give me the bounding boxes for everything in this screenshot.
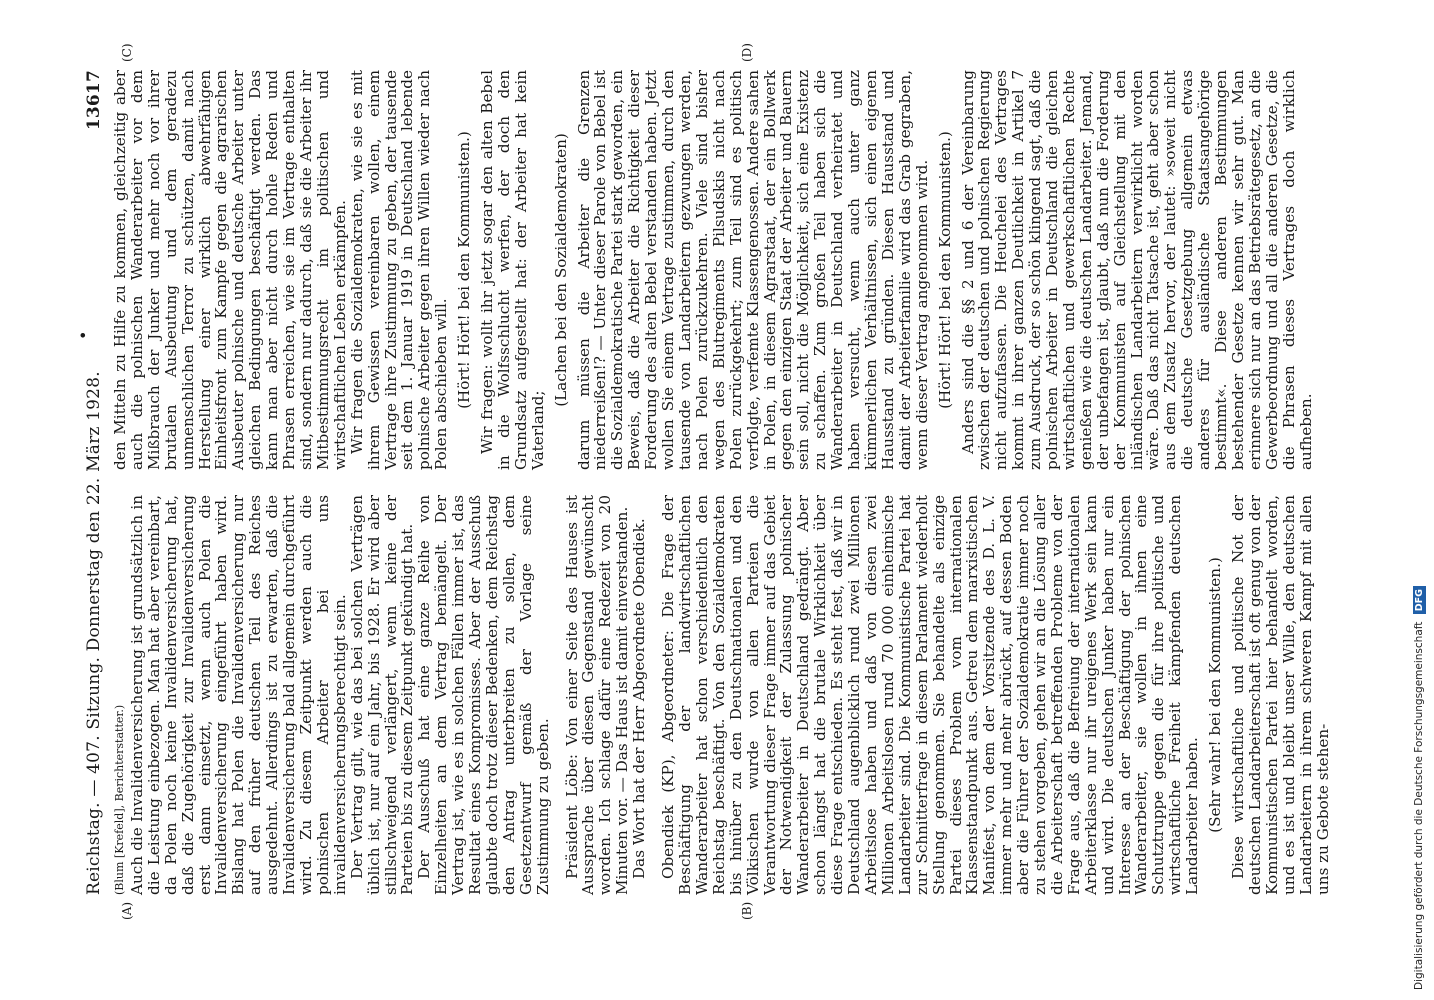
paragraph: Diese wirtschaftliche und politische Not der deutschen Landarbeiterschaft ist oft genug von der Kommunistischen Partei hier behandelt worden, und es ist und bleibt unser Wille, den deutschen Landarbeitern in ihrem schweren Kampf mit allen uns zu Gebote stehen- bbox=[1229, 495, 1332, 895]
interjection: (Hört! Hört! bei den Kommunisten.) bbox=[935, 131, 954, 409]
margin-mark-c: (C) bbox=[120, 43, 134, 62]
credit-text: Digitalisierung gefördert durch die Deutsche Forschungsgemeinschaft bbox=[1413, 621, 1425, 990]
speech-obendiek: Obendiek (KP), Abgeordneter: Die Frage der Beschäftigung der landwirtschaftlichen Wanderarbeiter hat schon verschiedentlich den Reichstag beschäftigt. Von den Sozialdemokraten bis hinüber zu den Deutschnationalen und den Völkischen wurde von allen Parteien die Verantwortung dieser Frage immer auf das Gebiet der Notwendigkeit der Zulassung polnischer Wanderarbeiter in Deutschland gedrängt. Aber schon längst hat die brutale Wirklichkeit über diese Frage entschieden. Es steht fest, daß wir in Deutschland augenblicklich rund zwei Millionen Arbeitslose haben und daß von diesen zwei Millionen Arbeitslosen rund 70 000 einheimische Landarbeiter sind. Die Kommunistische Partei hat zur Schnitterfrage in diesem Parlament wiederholt Stellung genommen. Sie behandelte als einzige Partei dieses Problem vom internationalen Klassenstandpunkt aus. Getreu dem marxistischen Manifest, von dem der Vorsitzende des D. L. V. immer mehr und mehr abrückt, auf dessen Boden aber die Führer der Sozialdemokratie immer noch zu stehen vorgeben, gehen wir an die Lösung aller die Arbeiterschaft betreffenden Probleme von der Frage aus, daß die Befreiung der internationalen Arbeiterklasse nur ihr ureigenes Werk sein kann und wird. Die deutschen Junker haben nur ein Interesse an der Beschäftigung der polnischen Wanderarbeiter, sie wollen in ihnen eine Schutztruppe gegen die für ihre politische und wirtschaftliche Freiheit kämpfenden deutschen Landarbeiter haben. bbox=[659, 495, 1202, 895]
paragraph: den Mitteln zu Hilfe zu kommen, gleichzeitig aber auch die polnischen Wanderarbeiter vor dem Mißbrauch der Junker und mehr noch vor ihrer brutalen Ausbeutung und dem geradezu unmenschlichen Terror zu schützen, damit nach Herstellung einer wirklich abwehrfähigen Einheitsfront zum Kampfe gegen die agrarischen Ausbeuter polnische und deutsche Arbeiter unter gleichen Bedingungen beschäftigt werden. Das kann man aber nicht durch hohle Reden und Phrasen erreichen, wie sie im Vertrage enthalten sind, sondern nur dadurch, daß sie die Arbeiter ihr Mitbestimmungsrecht im politischen und wirtschaftlichen Leben erkämpfen. bbox=[111, 70, 349, 470]
paragraph: Wir fragen: wollt ihr jetzt sogar den alten Bebel in die Wolfsschlucht werfen, der doch den Grundsatz aufgestellt hat: der Arbeiter hat kein Vaterland; bbox=[478, 70, 547, 470]
print-mark: • bbox=[74, 330, 93, 340]
interjection: (Hört! Hört! bei den Kommunisten.) bbox=[455, 131, 474, 409]
right-column bbox=[112, 70, 1315, 470]
paragraph: Der Ausschuß hat eine ganze Reihe von Einzelheiten an dem Vertrag bemängelt. Der Vertrag ist, wie es in solchen Fällen immer ist, das Resultat eines Kompromisses. Aber der Ausschuß glaubte doch trotz dieser Bedenken, dem Reichstag den Antrag unterbreiten zu sollen, dem Gesetzentwurf gemäß der Vorlage seine Zustimmung zu geben. bbox=[415, 495, 552, 895]
margin-mark-d: (D) bbox=[740, 43, 754, 62]
paragraph: darum müssen die Arbeiter die Grenzen niederreißen!? — Unter dieser Parole von Bebel ist die Sozialdemokratische Partei stark geworden, ein Beweis, daß die Arbeiter die Richtigkeit dieser Forderung des alten Bebel verstanden haben. Jetzt wollen Sie einem Vertrage zustimmen, durch den tausende von Landarbeitern gezwungen werden, nach Polen zurückzukehren. Viele sind bisher wegen des Blutregiments Pilsudskis nicht nach Polen zurückgekehrt; zum Teil sind es politisch verfolgte, verfemte Klassengenossen. Andere sahen in Polen, in diesem Agrarstaat, der ein Bollwerk gegen den einzigen Staat der Arbeiter und Bauern sein soll, nicht die Möglichkeit, sich eine Existenz zu schaffen. Zum großen Teil haben sich die Wanderarbeiter in Deutschland verheiratet und haben versucht, wenn auch unter ganz kümmerlichen Verhältnissen, sich einen eigenen Hausstand zu gründen. Diesen Hausstand und damit der Arbeiterfamilie wird das Grab gegraben, wenn dieser Vertrag angenommen wird. bbox=[574, 70, 931, 470]
dfg-logo: DFG bbox=[1413, 586, 1426, 614]
interjection: (Lachen bei den Sozialdemokraten) bbox=[551, 133, 570, 407]
president-statement: Präsident Löbe: Von einer Seite des Hauses ist Aussprache über diesen Gegenstand gewünscht worden. Ich schlage dafür eine Redezeit von 20 Minuten vor. — Das Haus ist damit einverstanden. bbox=[562, 495, 632, 895]
digitization-credit bbox=[1408, 10, 1430, 990]
paragraph: Das Wort hat der Herr Abgeordnete Obendiek. bbox=[630, 518, 649, 879]
running-title: Reichstag. — 407. Sitzung. Donnerstag den 22. März 1928. bbox=[84, 371, 104, 895]
margin-mark-a: (A) bbox=[120, 901, 134, 920]
paragraph: Der Vertrag gilt, wie das bei solchen Verträgen üblich ist, nur auf ein Jahr, bis 1928. Er wird aber stillschweigend verlängert, wenn keine der Parteien bis zu diesem Zeitpunkt gekündigt hat. bbox=[347, 495, 417, 895]
margin-mark-b: (B) bbox=[740, 901, 754, 920]
speaker-continuation: (Blum [Krefeld], Berichterstatter.) bbox=[113, 704, 126, 895]
paragraph: Anders sind die §§ 2 und 6 der Vereinbarung zwischen der deutschen und polnischen Regierung nicht aufzufassen. Die Heuchelei des Vertrages kommt in ihrer ganzen Deutlichkeit in Artikel 7 zum Ausdruck, der so schön klingend sagt, daß die polnischen Arbeiter in Deutschland die gleichen wirtschaftlichen und gewerkschaftlichen Rechte genießen wie die deutschen Landarbeiter. Jemand, der unbefangen ist, glaubt, daß nun die Forderung der Kommunisten auf Gleichstellung mit den inländischen Landarbeitern verwirklicht worden wäre. Daß das nicht Tatsache ist, geht aber schon aus dem Zusatz hervor, der lautet: »soweit nicht die deutsche Gesetzgebung allgemein etwas anderes für ausländische Staatsangehörige bestimmt«. Diese anderen Bestimmungen bestehender Gesetze kennen wir sehr gut. Man erinnere sich nur an das Betriebsrätegesetz, an die Gewerbeordnung und all die anderen Gesetze, die die Phrasen dieses Vertrages doch wirklich aufheben. bbox=[958, 70, 1315, 470]
paragraph: Auch die Invalidenversicherung ist grundsätzlich in die Leistung einbezogen. Man hat aber vereinbart, da Polen noch keine Invalidenversicherung hat, daß die Zugehörigkeit zur Invalidenversicherung erst dann einsetzt, wenn auch Polen die Invalidenversicherung eingeführt haben wird. Bislang hat Polen die Invalidenversicherung nur auf den früher deutschen Teil des Reiches ausgedehnt. Allerdings ist zu erwarten, daß die Invalidenversicherung bald allgemein durchgeführt wird. Zu diesem Zeitpunkt werden auch die polnischen Arbeiter bei uns invalidenversicherungsberechtigt sein. bbox=[127, 495, 349, 895]
interjection: (Sehr wahr! bei den Kommunisten.) bbox=[1206, 557, 1225, 833]
paragraph: Wir fragen die Sozialdemokraten, wie sie es mit ihrem Gewissen vereinbaren wollen, einem Vertrage ihre Zustimmung zu geben, der tausende seit dem 1. Januar 1919 in Deutschland lebende polnische Arbeiter gegen ihren Willen wieder nach Polen abschieben will. bbox=[347, 70, 451, 470]
running-header bbox=[74, 70, 110, 895]
page-number: 13617 bbox=[84, 70, 104, 131]
left-column bbox=[112, 495, 1331, 895]
